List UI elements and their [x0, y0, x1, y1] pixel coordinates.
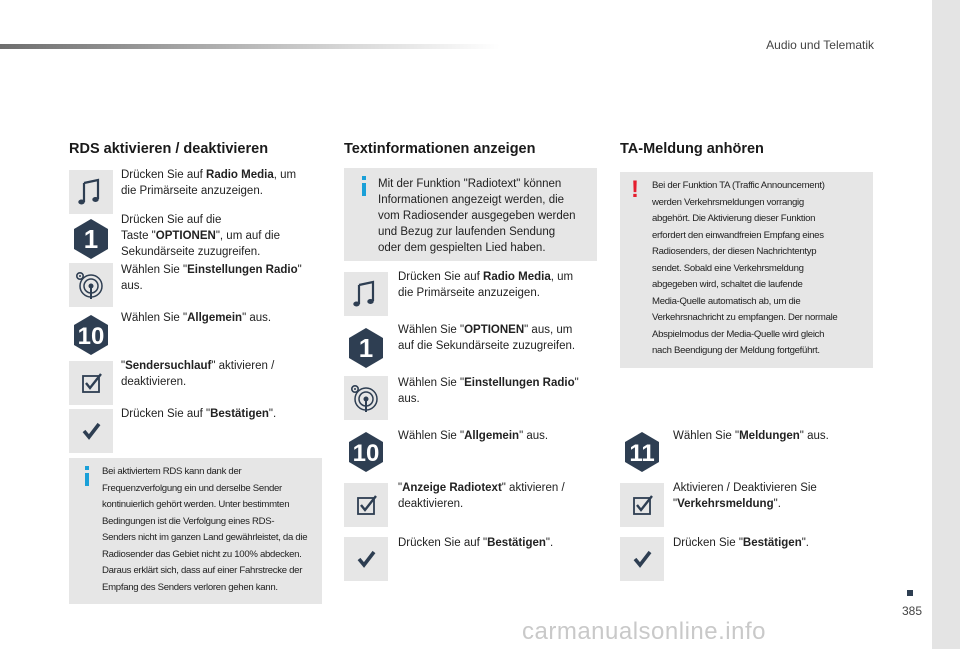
step-text-run: "	[574, 377, 579, 389]
step-keyword: Bestätigen	[487, 537, 546, 549]
number-11-badge	[620, 430, 664, 474]
info-line: Bei aktiviertem RDS kann dank der	[102, 466, 242, 477]
info-line: Radiosender das Gebiet nicht zu 100% abdecken.	[102, 548, 302, 560]
page-marker	[907, 590, 913, 596]
number-1-label: 1	[83, 224, 99, 254]
ta-title: TA-Meldung anhören	[620, 141, 764, 157]
number-10-label: 10	[352, 440, 380, 467]
number-10-label: 10	[77, 323, 105, 350]
info-line: Mit der Funktion "Radiotext" können	[378, 178, 562, 190]
step-text-run: ".	[773, 498, 781, 510]
step-line	[398, 322, 575, 338]
step-text-run: Drücken Sie auf	[398, 271, 484, 283]
rds-step-5-text	[121, 358, 274, 390]
step-line	[398, 480, 565, 496]
info-line: abgehört. Die Aktivierung dieser Funktion	[652, 213, 816, 224]
step-line	[121, 212, 280, 228]
step-text-run: ".	[801, 537, 809, 549]
step-keyword: Einstellungen Radio	[187, 264, 298, 276]
rds-step-3-text	[121, 262, 302, 294]
radiotext-info-text	[378, 176, 576, 256]
step-text-run: Taste "	[121, 230, 156, 242]
info-line: Media-Quelle automatisch ab, um die	[652, 295, 801, 307]
step-text-run: " aus.	[519, 430, 549, 442]
step-text-run: "	[673, 498, 678, 510]
step-keyword: Bestätigen	[210, 408, 269, 420]
step-line	[121, 358, 274, 374]
radiotext-title: Textinformationen anzeigen	[344, 141, 536, 157]
step-keyword: Radio Media	[206, 169, 274, 181]
step-text-run: " aktivieren /	[501, 482, 565, 494]
step-line	[121, 278, 302, 294]
step-text-run: "	[121, 360, 126, 372]
rds-step-2-text	[121, 212, 280, 260]
step-text-run: Wählen Sie "	[398, 430, 465, 442]
info-line: abgegeben wird, schaltet die laufende	[652, 279, 803, 290]
info-line: erfordert den einwandfreien Empfang eines	[652, 229, 824, 241]
info-line: Informationen angezeigt werden, die	[378, 194, 565, 206]
step-text-run: ".	[268, 408, 277, 420]
step-line	[398, 375, 579, 391]
step-text-run: "	[398, 482, 403, 494]
step-line	[398, 391, 579, 407]
step-line	[121, 167, 296, 183]
step-text-run: " aus.	[242, 312, 272, 324]
radio-settings-icon	[344, 376, 388, 420]
rds-info-box	[69, 458, 322, 604]
info-line: kontinuierlich gehört werden. Unter bestimmten	[102, 499, 290, 510]
step-text-run: " aktivieren /	[211, 360, 275, 372]
step-line	[673, 496, 817, 512]
info-line: oder dem gespielten Lied haben.	[378, 242, 546, 254]
step-text-run: Wählen Sie "	[398, 377, 465, 389]
radiotext-step-1-text	[398, 269, 573, 301]
rds-title: RDS aktivieren / deaktivieren	[69, 141, 269, 157]
radiotext-step-4-text	[398, 428, 548, 444]
checkbox-icon	[620, 483, 664, 527]
step-line	[673, 428, 829, 444]
info-icon	[361, 176, 367, 196]
number-10-badge	[69, 313, 113, 357]
radiotext-info-box	[344, 168, 597, 261]
info-line: Verkehrsnachricht zu empfangen. Der normale	[652, 312, 838, 323]
step-line	[121, 374, 274, 390]
step-line	[398, 285, 573, 301]
rds-step-4-text	[121, 310, 271, 326]
page-number: 385	[901, 604, 922, 618]
number-1-label: 1	[358, 333, 374, 363]
checkbox-icon	[69, 361, 113, 405]
step-text-run: " aus.	[799, 430, 829, 442]
step-text-run: Sekundärseite zuzugreifen.	[121, 246, 261, 258]
step-line	[121, 406, 276, 422]
music-note-icon	[344, 272, 388, 316]
number-1-badge	[69, 217, 113, 261]
step-text-run: Drücken Sie auf	[121, 169, 207, 181]
step-keyword: Sendersuchlauf	[125, 360, 212, 372]
radio-settings-icon	[69, 263, 113, 307]
step-text-run: Drücken Sie auf "	[121, 408, 211, 420]
step-line	[398, 269, 573, 285]
info-line: sendet. Sobald eine Verkehrsmeldung	[652, 262, 804, 274]
step-keyword: Allgemein	[464, 430, 520, 442]
step-text-run: , um	[550, 271, 574, 283]
number-11-label: 11	[629, 440, 655, 467]
step-text-run: deaktivieren.	[121, 376, 187, 388]
step-line	[673, 535, 809, 551]
step-line	[398, 428, 548, 444]
step-text-run: ", um auf die	[215, 230, 280, 242]
info-line: und Bezug zur laufenden Sendung	[378, 226, 556, 238]
music-note-icon	[69, 170, 113, 214]
step-keyword: OPTIONEN	[464, 324, 525, 336]
step-keyword: Verkehrsmeldung	[677, 498, 774, 510]
step-text-run: ".	[545, 537, 554, 549]
step-text-run: Wählen Sie "	[121, 312, 188, 324]
info-line: Daraus erklärt sich, dass auf einer Fahrstrecke der	[102, 565, 303, 576]
ta-warning-box	[620, 172, 873, 368]
radiotext-step-6-text	[398, 535, 553, 551]
step-text-run: aus.	[398, 393, 420, 405]
step-text-run: , um	[273, 169, 297, 181]
section-header: Audio und Telematik	[766, 38, 874, 52]
confirm-check-icon	[620, 537, 664, 581]
step-text-run: die Primärseite anzuzeigen.	[398, 287, 540, 299]
step-text-run: auf die Sekundärseite zuzugreifen.	[398, 340, 576, 352]
info-line: nach Beendigung der Meldung fortgeführt.	[652, 345, 820, 356]
step-text-run: Wählen Sie "	[398, 324, 465, 336]
info-line: Bedingungen ist die Verfolgung eines RDS-	[102, 515, 275, 527]
step-keyword: Radio Media	[483, 271, 551, 283]
step-line	[121, 183, 296, 199]
ta-step-3-text	[673, 535, 809, 551]
info-line: Empfang des Senders verloren gehen kann.	[102, 581, 278, 593]
step-text-run: Drücken Sie auf die	[121, 214, 222, 226]
watermark: carmanualsonline.info	[522, 618, 766, 645]
ta-step-2-text	[673, 480, 817, 512]
rds-step-1-text	[121, 167, 296, 199]
step-line	[121, 310, 271, 326]
step-keyword: Bestätigen	[742, 537, 802, 549]
step-line	[673, 480, 817, 496]
confirm-check-icon	[344, 537, 388, 581]
header-gradient-bar	[0, 44, 500, 49]
ta-warning-text	[652, 178, 837, 360]
radiotext-step-5-text	[398, 480, 565, 512]
step-line	[398, 338, 575, 354]
info-line: Bei der Funktion TA (Traffic Announcement)	[652, 180, 825, 191]
warning-icon: !	[631, 176, 639, 203]
rds-step-6-text	[121, 406, 276, 422]
step-text-run: die Primärseite anzuzeigen.	[121, 185, 263, 197]
step-keyword: OPTIONEN	[155, 230, 216, 242]
info-line: Senders nicht im ganzen Land gewährleistet, da die	[102, 532, 308, 543]
number-1-badge	[344, 326, 388, 370]
info-line: vom Radiosender ausgegeben werden	[378, 210, 576, 222]
step-line	[121, 262, 302, 278]
step-text-run: " aus, um	[524, 324, 573, 336]
checkbox-icon	[344, 483, 388, 527]
ta-step-1-text	[673, 428, 829, 444]
step-text-run: Aktivieren / Deaktivieren Sie	[673, 482, 817, 494]
step-keyword: Einstellungen Radio	[464, 377, 575, 389]
info-icon	[84, 466, 90, 486]
step-line	[398, 496, 565, 512]
confirm-check-icon	[69, 409, 113, 453]
step-keyword: Allgemein	[187, 312, 243, 324]
step-keyword: Meldungen	[739, 430, 800, 442]
info-line: Frequenzverfolgung ein und derselbe Sender	[102, 482, 282, 494]
info-line: werden Verkehrsmeldungen vorrangig	[652, 196, 804, 208]
number-10-badge	[344, 430, 388, 474]
rds-info-text	[102, 464, 307, 596]
step-text-run: Drücken Sie "	[673, 537, 743, 549]
step-text-run: "	[297, 264, 302, 276]
step-text-run: deaktivieren.	[398, 498, 464, 510]
step-line	[121, 228, 280, 244]
step-line	[121, 244, 280, 260]
radiotext-step-2-text	[398, 322, 575, 354]
step-line	[398, 535, 553, 551]
step-keyword: Anzeige Radiotext	[402, 482, 502, 494]
step-text-run: Drücken Sie auf "	[398, 537, 488, 549]
step-text-run: Wählen Sie "	[121, 264, 188, 276]
step-text-run: Wählen Sie "	[673, 430, 740, 442]
page-edge-strip	[932, 0, 960, 649]
radiotext-step-3-text	[398, 375, 579, 407]
info-line: Radiosenders, der diesen Nachrichtentyp	[652, 246, 817, 257]
info-line: Abspielmodus der Media-Quelle wird gleich	[652, 328, 825, 340]
step-text-run: aus.	[121, 280, 143, 292]
